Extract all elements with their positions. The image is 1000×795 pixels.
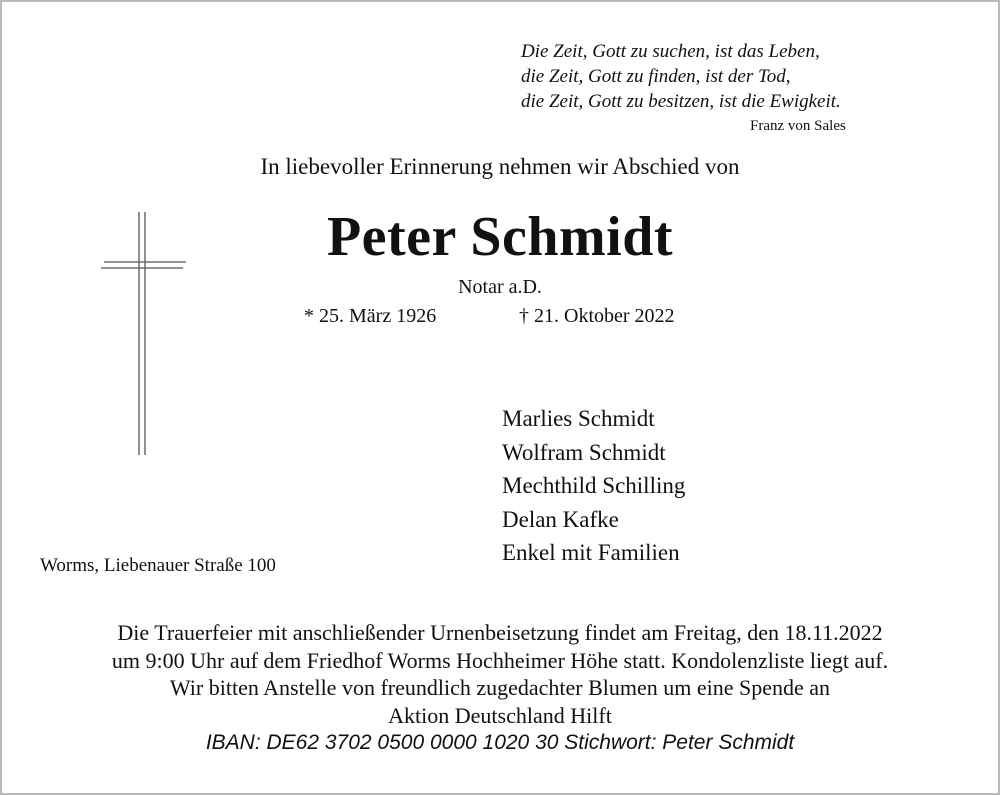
notice-line: Aktion Deutschland Hilft	[388, 702, 612, 728]
mourner-name: Marlies Schmidt	[502, 406, 655, 431]
donation-iban: IBAN: DE62 3702 0500 0000 1020 30 Stichwort: Peter Schmidt	[205, 731, 795, 754]
mourner-name: Enkel mit Familien	[502, 540, 680, 565]
mourners-list	[502, 402, 685, 570]
death-date: † 21. Oktober 2022	[519, 305, 675, 327]
quote	[521, 39, 841, 114]
mourner-name: Mechthild Schilling	[502, 473, 686, 498]
quote-line: Die Zeit, Gott zu suchen, ist das Leben,	[521, 41, 820, 62]
mourner-name: Wolfram Schmidt	[502, 439, 666, 465]
quote-line: die Zeit, Gott zu besitzen, ist die Ewigkeit.	[521, 91, 841, 112]
quote-line: die Zeit, Gott zu finden, ist der Tod,	[521, 66, 791, 87]
funeral-notice	[2, 619, 998, 757]
deceased-title: Notar a.D.	[458, 276, 542, 298]
family-address: Worms, Liebenauer Straße 100	[40, 555, 276, 576]
notice-line: Die Trauerfeier mit anschließender Urnenbeisetzung findet am Freitag, den 18.11.2022	[117, 620, 883, 645]
mourner-name: Delan Kafke	[502, 506, 619, 532]
birth-date: * 25. März 1926	[304, 305, 437, 327]
intro-text: In liebevoller Erinnerung nehmen wir Abschied von	[260, 154, 740, 179]
deceased-name: Peter Schmidt	[326, 206, 674, 268]
notice-line: um 9:00 Uhr auf dem Friedhof Worms Hochheimer Höhe statt. Kondolenzliste liegt auf.	[111, 647, 889, 673]
quote-author: Franz von Sales	[750, 118, 846, 134]
notice-line: Wir bitten Anstelle von freundlich zugedachter Blumen um eine Spende an	[169, 675, 831, 700]
